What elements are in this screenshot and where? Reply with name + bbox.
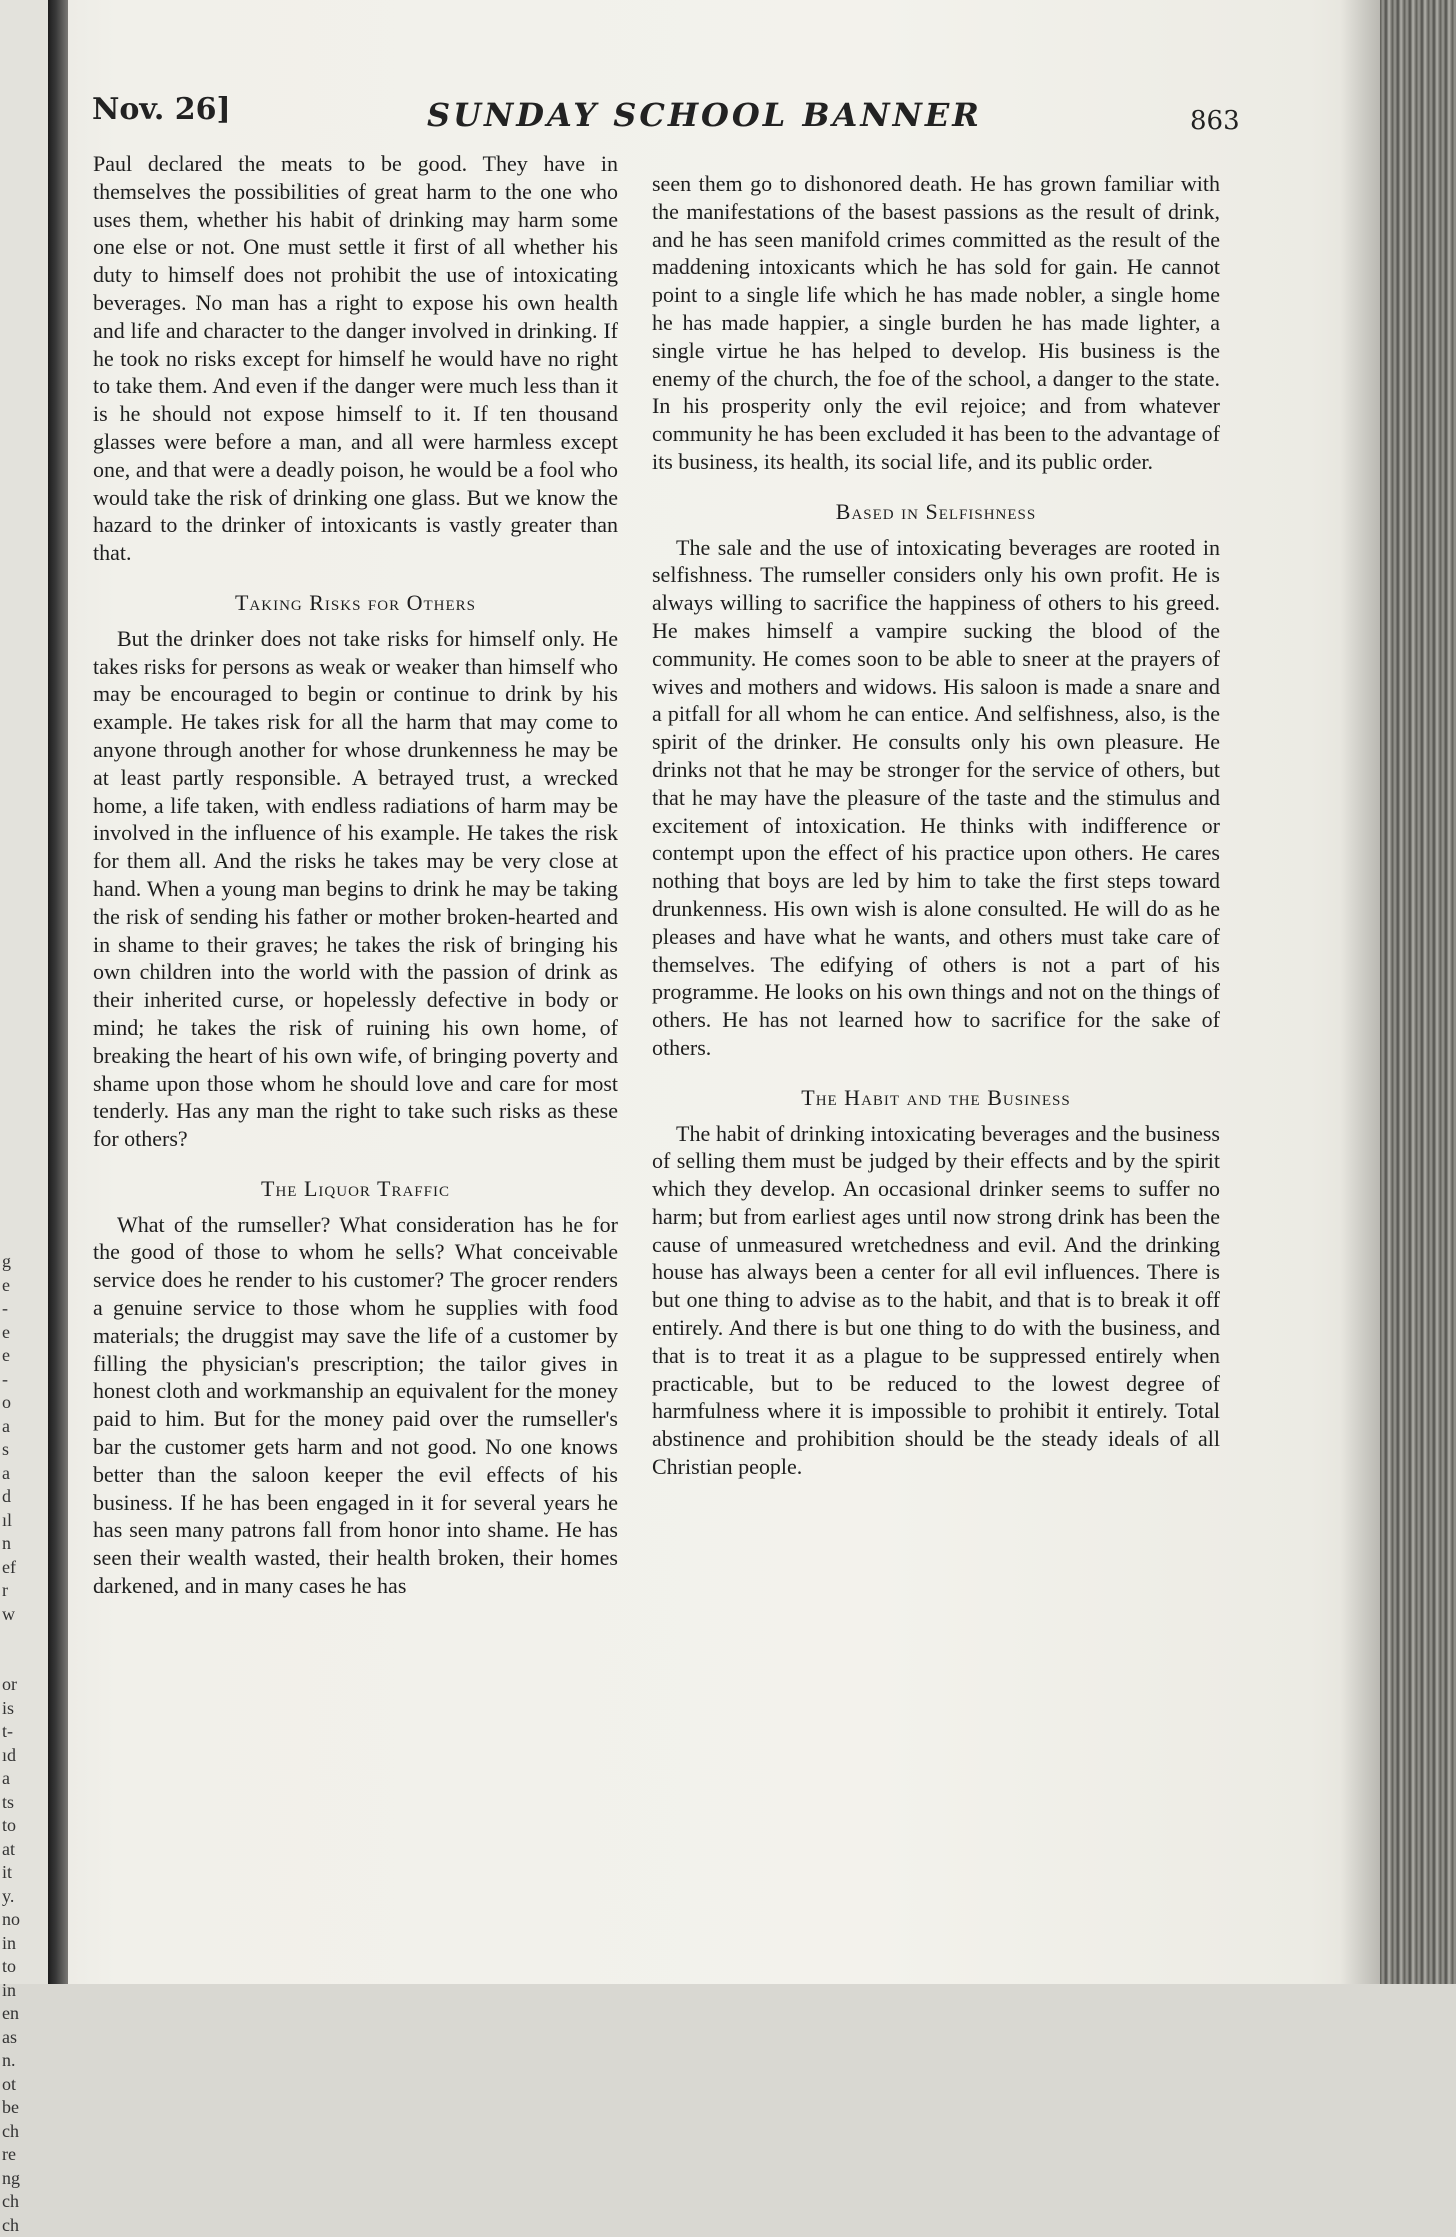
facing-page-fragment: a [2, 1462, 46, 1486]
facing-page-fragment [2, 1650, 46, 1674]
facing-page-fragment: ng [2, 2167, 46, 2191]
facing-page-fragment: a [2, 1415, 46, 1439]
facing-page-fragment: - [2, 1368, 46, 1392]
facing-page-fragment: n. [2, 2049, 46, 2073]
facing-page-fragment: re [2, 2143, 46, 2167]
facing-page-fragment: ch [2, 2214, 46, 2237]
paragraph: What of the rumseller? What consideration has he for the good of those to whom he sells? What conceivable service does he render to his customer? The grocer renders a genuine service to those whom he supplies with food materials; the druggist may save the life of a customer by filling the physician's prescription; the tailor gives in honest cloth and workmanship an equivalent for the money paid to him. But for the money paid over the rumseller's bar the customer gets harm and not good. No one knows better than the saloon keeper the evil effects of his business. If he has been engaged in it for several years he has seen many patrons fall from honor into shame. He has seen their wealth wasted, their health broken, their homes darkened, and in many cases he has [93, 1211, 618, 1600]
facing-page-fragment: ts [2, 1791, 46, 1815]
facing-page-fragment [2, 1626, 46, 1650]
facing-page-fragment: or [2, 1673, 46, 1697]
facing-page-fragment: at [2, 1838, 46, 1862]
facing-page-fragment: r [2, 1579, 46, 1603]
facing-page-fragment: in [2, 1979, 46, 2003]
facing-page-fragment: ıd [2, 1744, 46, 1768]
facing-page-fragment: w [2, 1603, 46, 1627]
issue-date: Nov. 26] [92, 92, 231, 127]
paragraph: The habit of drinking intoxicating beverages and the business of selling them must be judged by their effects and by the spirit which they develop. An occasional drinker seems to suffer no harm; but from earliest ages until now strong drink has been the cause of unmeasured wretchedness and evil. And the drinking house has always been a center for all evil influences. There is but one thing to advise as to the habit, and that is to break it off entirely. And there is but one thing to do with the business, and that is to treat it as a plague to be suppressed entirely when practicable, but to be reduced to the lowest degree of harmfulness where it is impossible to prohibit it entirely. Total abstinence and prohibition should be the steady ideals of all Christian people. [652, 1120, 1220, 1481]
page-number: 863 [1190, 106, 1240, 136]
paragraph: But the drinker does not take risks for himself only. He takes risks for persons as weak or weaker than himself who may be encouraged to begin or continue to drink by his example. He takes risk for all the harm that may come to anyone through another for whose drunkenness he may be at least partly responsible. A betrayed trust, a wrecked home, a life taken, with endless radiations of harm may be involved in the influence of his example. He takes the risk for them all. And the risks he takes may be very close at hand. When a young man begins to drink he may be taking the risk of sending his father or mother broken-hearted and in shame to their graves; he takes the risk of bringing his own children into the world with the passion of drink as their inherited curse, or hopelessly defective in body or mind; he takes the risk of ruining his own home, of breaking the heart of his own wife, of bringing poverty and shame upon those whom he should love and care for most tenderly. Has any man the right to take such risks as these for others? [93, 625, 618, 1153]
paragraph: seen them go to dishonored death. He has grown familiar with the manifestations of the basest passions as the result of drink, and he has seen manifold crimes committed as the result of the maddening intoxicants which he has sold for gain. He cannot point to a single life which he has made nobler, a single home he has made happier, a single burden he has made lighter, a single virtue he has helped to develop. His business is the enemy of the church, the foe of the school, a danger to the state. In his prosperity only the evil rejoice; and from whatever community he has been excluded it has been to the advantage of its business, its health, its social life, and its public order. [652, 170, 1220, 476]
paragraph: Paul declared the meats to be good. They have in themselves the possibilities of great harm to the one who uses them, whether his habit of drinking may harm some one else or not. One must settle it first of all whether his duty to himself does not prohibit the use of intoxicating beverages. No man has a right to expose his own health and life and character to the danger involved in drinking. If he took no risks except for himself he would have no right to take them. And even if the danger were much less than it is he should not expose himself to it. If ten thousand glasses were before a man, and all were harmless except one, and that were a deadly poison, he would be a fool who would take the risk of drinking one glass. But we know the hazard to the drinker of intoxicants is vastly greater than that. [93, 150, 618, 567]
facing-page-fragment: d [2, 1485, 46, 1509]
facing-page-fragment: is [2, 1697, 46, 1721]
facing-page-fragment: be [2, 2096, 46, 2120]
facing-page-fragment: to [2, 1955, 46, 1979]
page-curl-shadow [1340, 0, 1380, 1984]
facing-page-fragment: t- [2, 1720, 46, 1744]
facing-page-fragment: ch [2, 2120, 46, 2144]
facing-page-fragment: to [2, 1814, 46, 1838]
facing-page-fragments [2, 1250, 46, 2237]
book-gutter [48, 0, 68, 1984]
facing-page-fragment: g [2, 1250, 46, 1274]
facing-page-edge [0, 0, 48, 1984]
facing-page-fragment: it [2, 1861, 46, 1885]
facing-page-fragment: a [2, 1767, 46, 1791]
facing-page-fragment: e [2, 1321, 46, 1345]
facing-page-fragment: ch [2, 2190, 46, 2214]
section-heading: The Habit and the Business [652, 1084, 1220, 1112]
section-heading: Based in Selfishness [652, 498, 1220, 526]
facing-page-fragment: ot [2, 2073, 46, 2097]
section-heading: The Liquor Traffic [93, 1175, 618, 1203]
facing-page-fragment: e [2, 1274, 46, 1298]
page-stack-edge [1380, 0, 1456, 1984]
facing-page-fragment: in [2, 1932, 46, 1956]
facing-page-fragment: y. [2, 1885, 46, 1909]
paragraph: The sale and the use of intoxicating beverages are rooted in selfishness. The rumseller considers only his own profit. He is always willing to sacrifice the happiness of others to his greed. He makes himself a vampire sucking the blood of the community. He comes soon to be able to sneer at the prayers of wives and mothers and widows. His saloon is made a snare and a pitfall for all whom he can entice. And selfishness, also, is the spirit of the drinker. He consults only his own pleasure. He drinks not that he may be stronger for the service of others, but that he may have the pleasure of the taste and the stimulus and excitement of intoxication. He thinks with indifference or contempt upon the effect of his practice upon others. He cares nothing that boys are led by him to take the first steps toward drunkenness. His own wish is alone consulted. He will do as he pleases and have what he wants, and others must take care of themselves. The edifying of others is not a part of his programme. He looks on his own things and not on the things of others. He has not learned how to sacrifice for the sake of others. [652, 534, 1220, 1062]
section-heading: Taking Risks for Others [93, 589, 618, 617]
facing-page-fragment: as [2, 2026, 46, 2050]
facing-page-fragment: ıl [2, 1509, 46, 1533]
facing-page-fragment: en [2, 2002, 46, 2026]
facing-page-fragment: - [2, 1297, 46, 1321]
facing-page-fragment: e [2, 1344, 46, 1368]
facing-page-fragment: n [2, 1532, 46, 1556]
facing-page-fragment: s [2, 1438, 46, 1462]
facing-page-fragment: no [2, 1908, 46, 1932]
facing-page-fragment: ef [2, 1556, 46, 1580]
right-column [652, 170, 1220, 1481]
left-column [93, 150, 618, 1600]
journal-title: SUNDAY SCHOOL BANNER [427, 96, 982, 134]
facing-page-fragment: o [2, 1391, 46, 1415]
running-header [92, 92, 1242, 132]
